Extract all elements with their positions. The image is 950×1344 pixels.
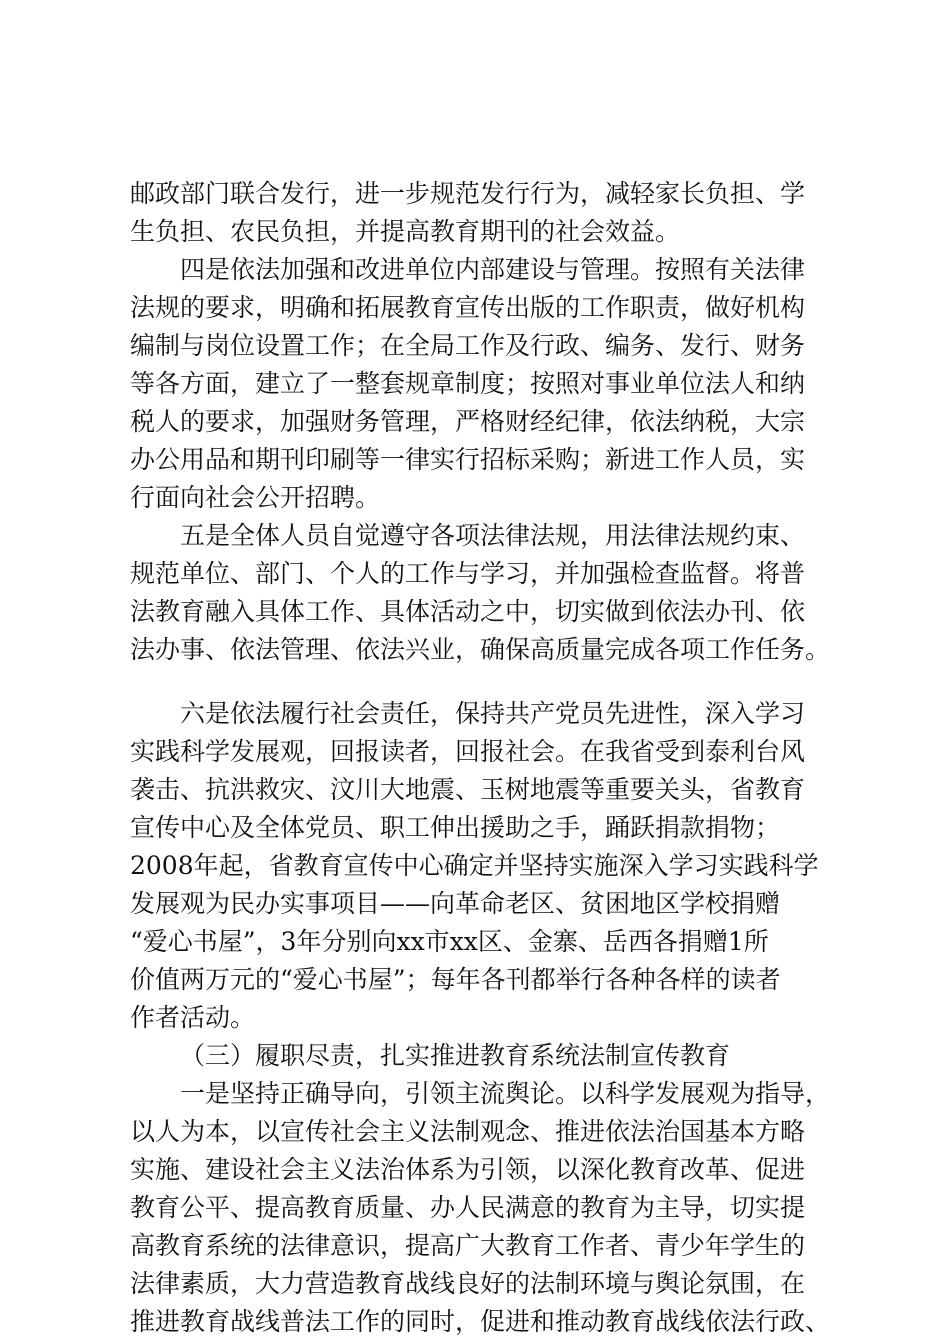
body-line: 办公用品和期刊印刷等一律实行招标采购；新进工作人员，实 [130,445,806,474]
body-line: “爱心书屋”，3年分别向xx市xx区、金寨、岳西各捐赠1所 [130,927,769,956]
body-line: 六是依法履行社会责任，保持共产党员先进性，深入学习 [180,699,806,728]
body-line: 高教育系统的法律意识，提高广大教育工作者、青少年学生的 [130,1231,806,1260]
body-line: 宣传中心及全体党员、职工伸出援助之手，踊跃捐款捐物； [130,813,781,842]
body-line: 教育公平、提高教育质量、办人民满意的教育为主导，切实提 [130,1193,806,1222]
body-line: 编制与岗位设置工作；在全局工作及行政、编务、发行、财务 [130,331,806,360]
body-line: 推进教育战线普法工作的同时，促进和推动教育战线依法行政、 [130,1307,830,1336]
body-line: 袭击、抗洪救灾、汶川大地震、玉树地震等重要关头，省教育 [130,775,806,804]
body-line: 税人的要求，加强财务管理，严格财经纪律，依法纳税，大宗 [130,407,806,436]
body-line: 规范单位、部门、个人的工作与学习，并加强检查监督。将普 [130,559,806,588]
body-line: 2008年起，省教育宣传中心确定并坚持实施深入学习实践科学 [130,851,819,880]
body-line: 五是全体人员自觉遵守各项法律法规，用法律法规约束、 [180,521,806,550]
body-line: 价值两万元的“爱心书屋”；每年各刊都举行各种各样的读者 [130,965,781,994]
body-line: 法教育融入具体工作、具体活动之中，切实做到依法办刊、依 [130,597,806,626]
section-heading: （三）履职尽责，扎实推进教育系统法制宣传教育 [180,1041,731,1070]
body-line: 以人为本，以宣传社会主义法制观念、推进依法治国基本方略 [130,1117,806,1146]
body-line: 法律素质，大力营造教育战线良好的法制环境与舆论氛围，在 [130,1269,806,1298]
body-line: 发展观为民办实事项目——向革命老区、贫困地区学校捐赠 [130,889,781,918]
body-line: 四是依法加强和改进单位内部建设与管理。按照有关法律 [180,255,806,284]
body-line: 生负担、农民负担，并提高教育期刊的社会效益。 [130,217,681,246]
body-line: 一是坚持正确导向，引领主流舆论。以科学发展观为指导， [180,1079,831,1108]
body-line: 法规的要求，明确和拓展教育宣传出版的工作职责，做好机构 [130,293,806,322]
body-line: 法办事、依法管理、依法兴业，确保高质量完成各项工作任务。 [130,635,830,664]
body-line: 实施、建设社会主义法治体系为引领，以深化教育改革、促进 [130,1155,806,1184]
body-line: 作者活动。 [130,1003,256,1032]
body-line: 实践科学发展观，回报读者，回报社会。在我省受到泰利台风 [130,737,806,766]
body-line: 等各方面，建立了一整套规章制度；按照对事业单位法人和纳 [130,369,806,398]
body-line: 邮政部门联合发行，进一步规范发行行为，减轻家长负担、学 [130,179,806,208]
body-line: 行面向社会公开招聘。 [130,483,381,512]
